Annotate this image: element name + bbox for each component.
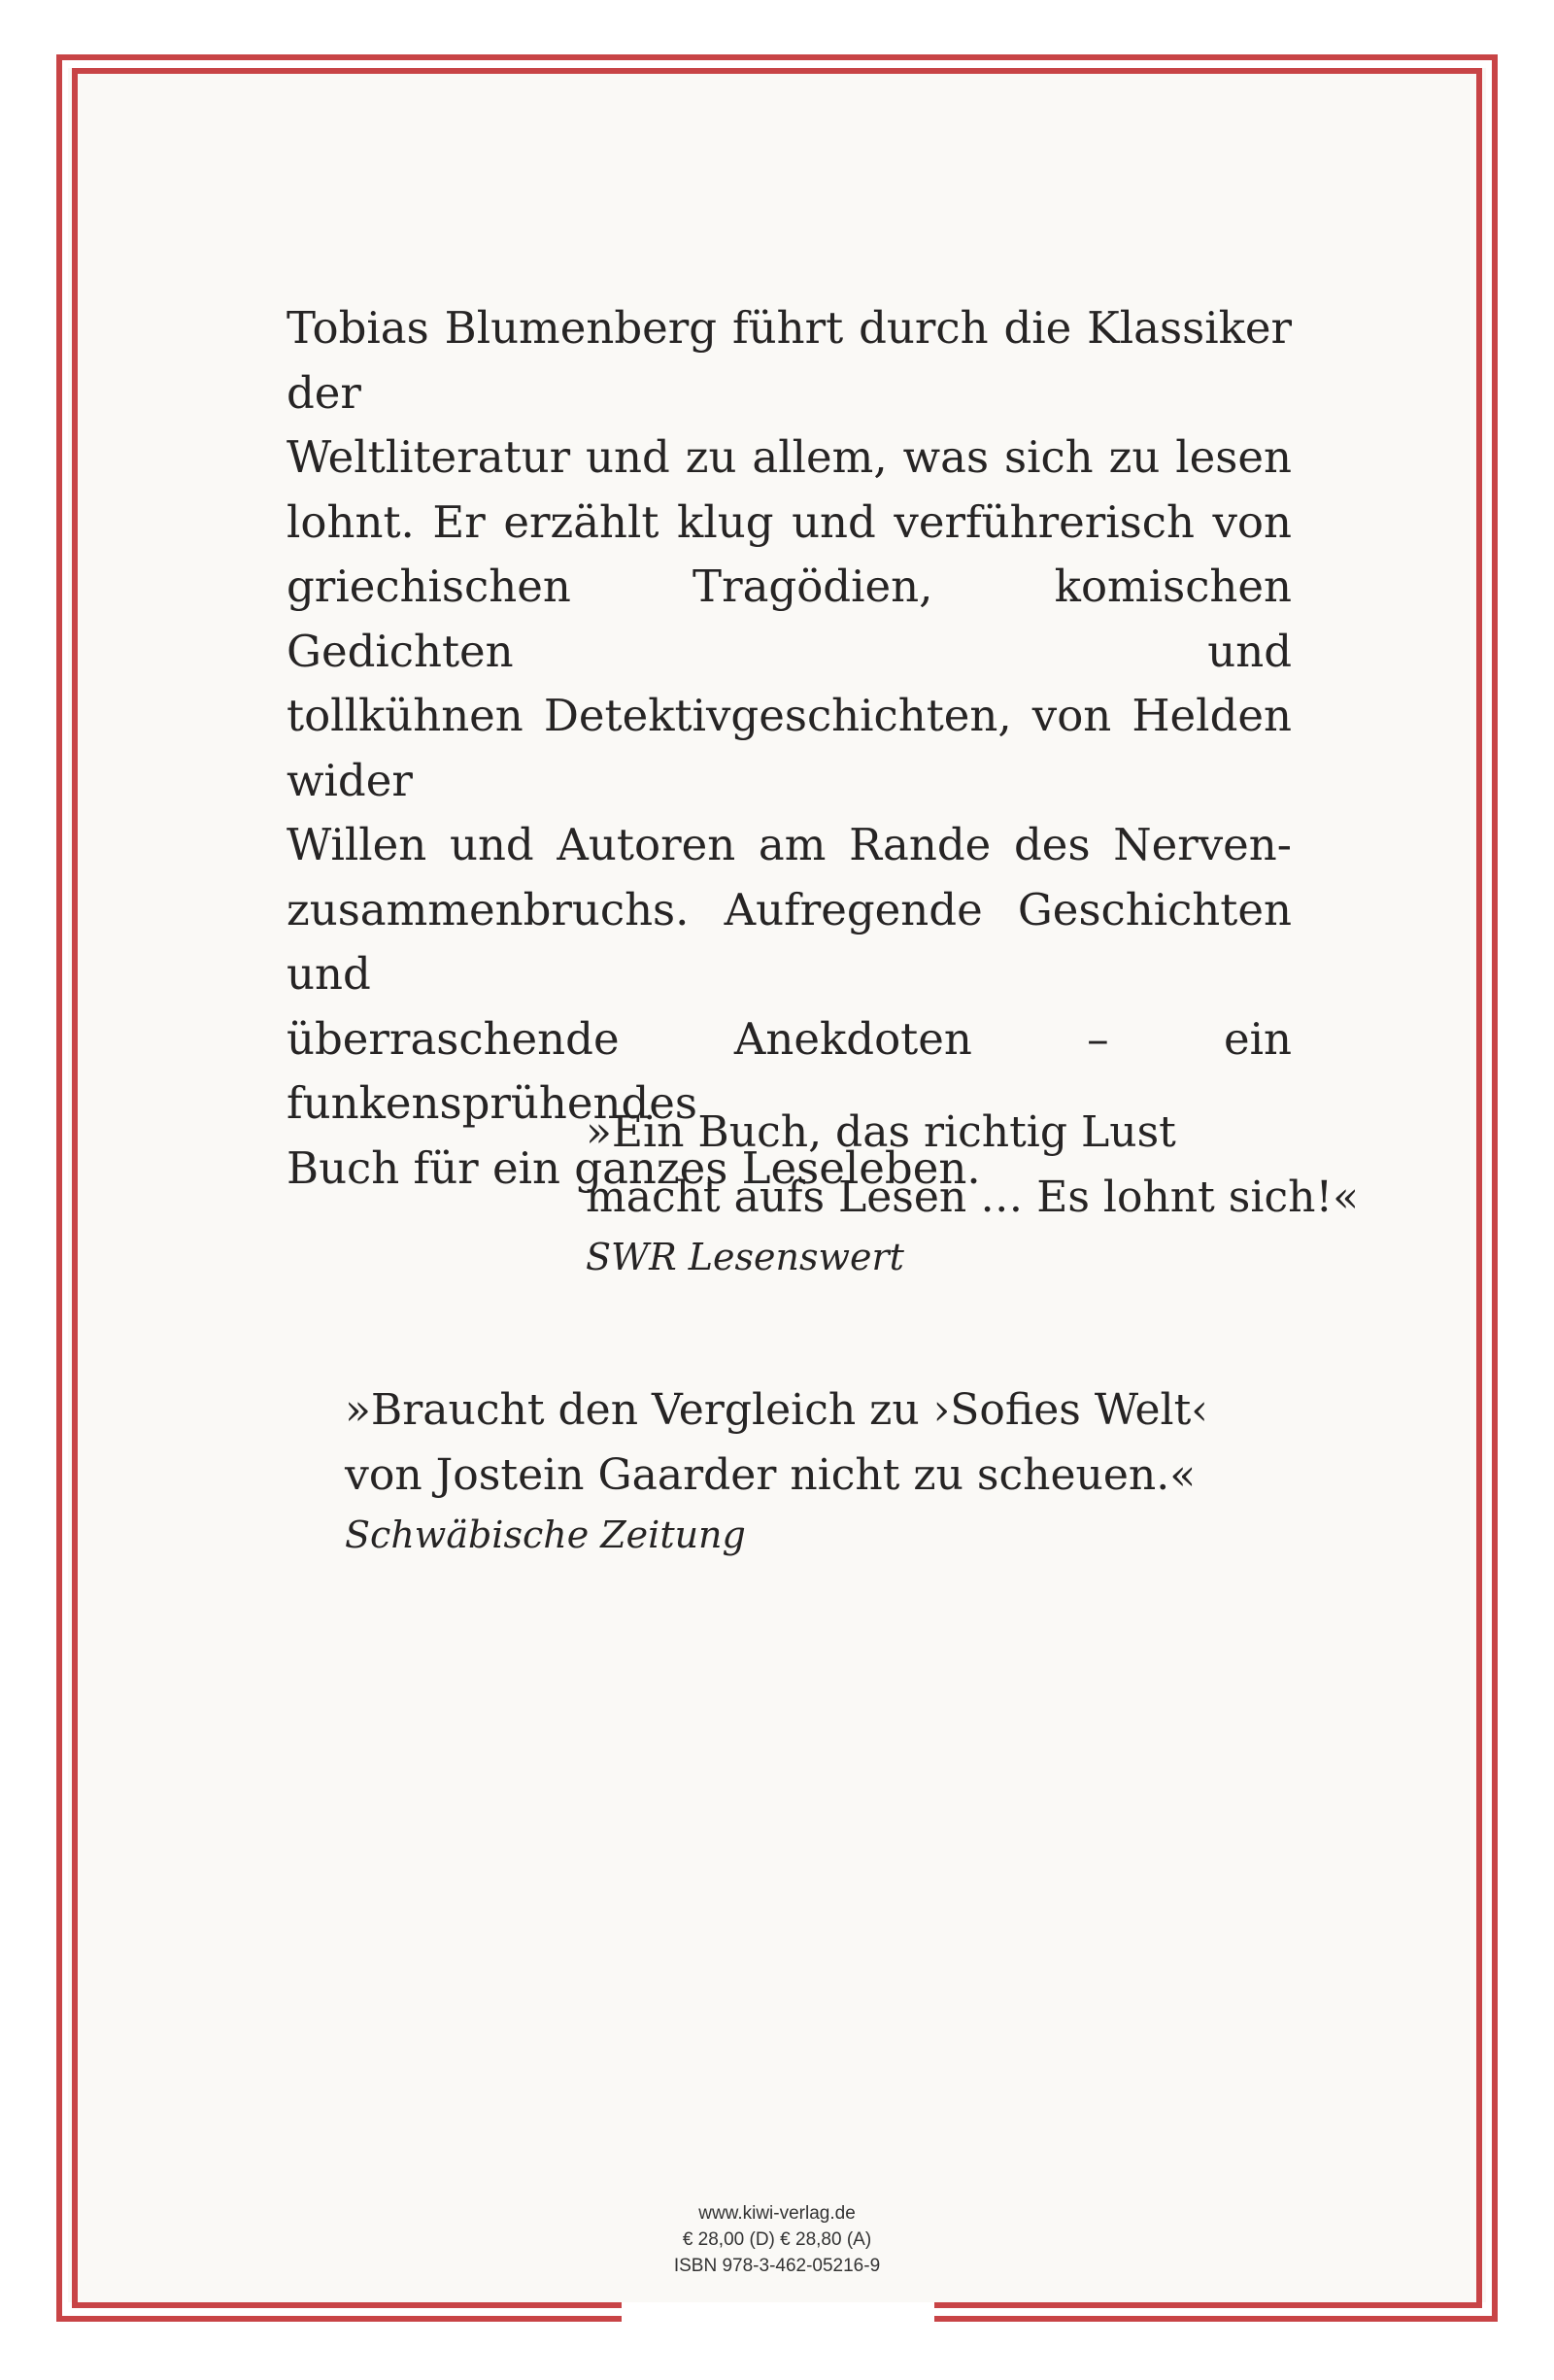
review-quote-swr <box>586 1100 1360 1284</box>
blurb-line: griechischen Tragödien, komischen Gedichten und <box>287 561 1292 677</box>
isbn: ISBN 978-3-462-05216-9 <box>673 2256 881 2276</box>
frame-inner-right <box>1476 68 1482 2308</box>
price-info: € 28,00 (D) € 28,80 (A) <box>682 2229 872 2250</box>
frame-outer-bottom-right <box>934 2316 1498 2322</box>
frame-outer-top <box>56 54 1498 60</box>
colophon <box>622 2200 932 2279</box>
blurb-line: lohnt. Er erzählt klug und verführerisch von <box>287 495 1292 548</box>
blurb-line: Buch für ein ganzes Leseleben. <box>287 1141 981 1194</box>
frame-inner-left <box>72 68 78 2308</box>
quote-line: »Ein Buch, das richtig Lust <box>586 1107 1176 1157</box>
frame-outer-left <box>56 54 62 2322</box>
publisher-website: www.kiwi-verlag.de <box>698 2203 856 2224</box>
frame-outer-bottom-left <box>56 2316 622 2322</box>
blurb-line: überraschende Anekdoten – ein funkensprühendes <box>287 1012 1292 1129</box>
blurb-line: Weltliteratur und zu allem, was sich zu lesen <box>287 431 1292 483</box>
frame-inner-top <box>72 68 1482 74</box>
frame-inner-bottom-right <box>934 2302 1482 2308</box>
frame-inner-bottom-left <box>72 2302 622 2308</box>
quote-source: SWR Lesenswert <box>586 1236 904 1278</box>
blurb-line: Willen und Autoren am Rande des Nerven- <box>287 819 1292 870</box>
review-quote-schwaebische <box>345 1377 1238 1562</box>
quote-text <box>586 1100 1360 1230</box>
quote-line: »Braucht den Vergleich zu ›Sofies Welt‹ <box>345 1385 1208 1435</box>
quote-line: von Jostein Gaarder nicht zu scheuen.« <box>345 1450 1197 1500</box>
blurb-line: tollkühnen Detektivgeschichten, von Helden wider <box>287 690 1292 806</box>
blurb-line: Tobias Blumenberg führt durch die Klassiker der <box>287 302 1292 419</box>
quote-text <box>345 1377 1238 1508</box>
blurb-line: zusammenbruchs. Aufregende Geschichten und <box>287 883 1292 1000</box>
blurb-text <box>287 296 1292 1201</box>
frame-outer-right <box>1492 54 1498 2322</box>
quote-source: Schwäbische Zeitung <box>345 1513 746 1556</box>
quote-line: macht aufs Lesen … Es lohnt sich!« <box>586 1173 1360 1222</box>
